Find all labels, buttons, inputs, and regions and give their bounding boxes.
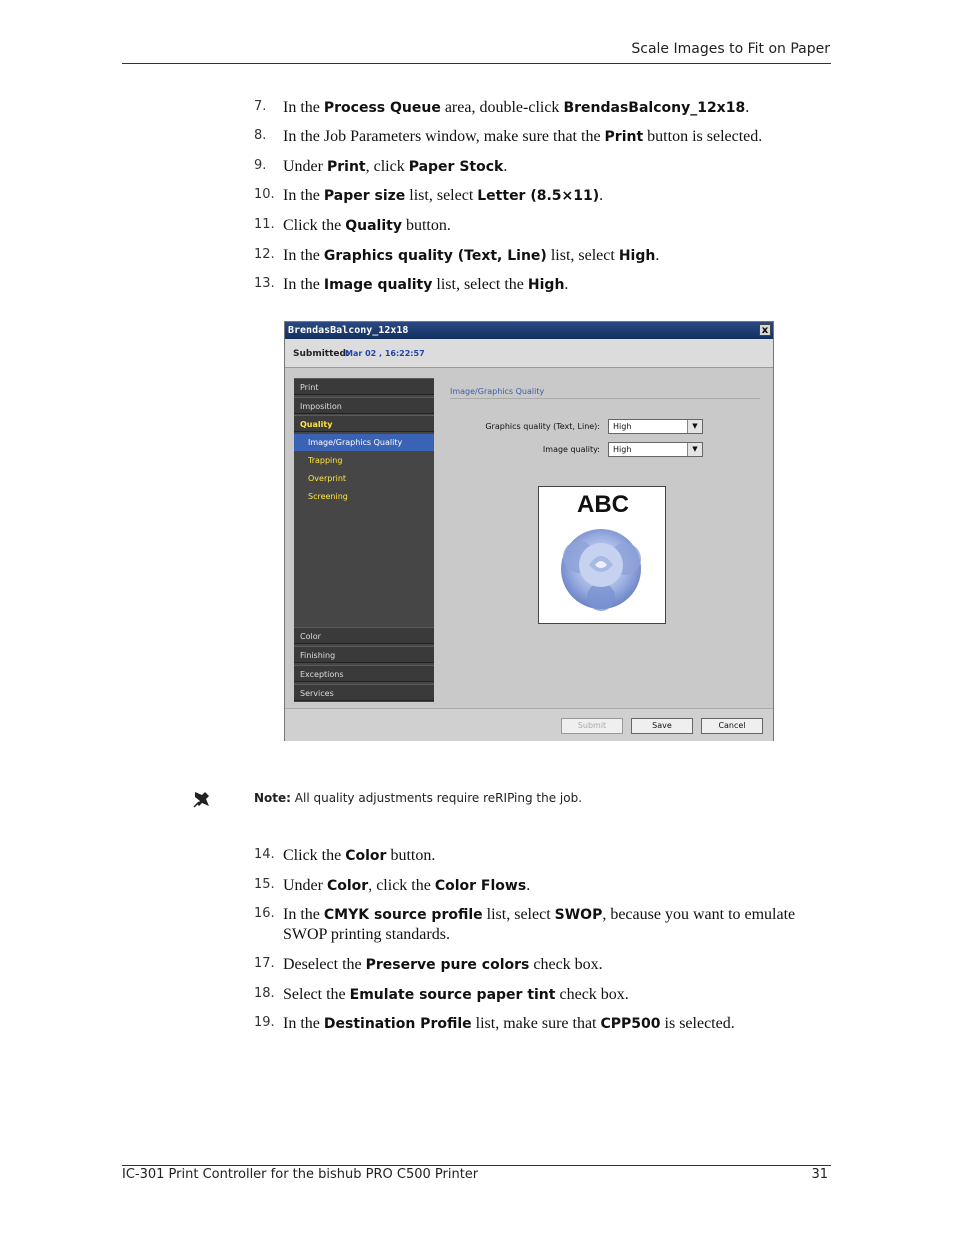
step-number: 18.	[254, 986, 275, 1001]
page-number: 31	[811, 1167, 828, 1182]
running-header: Scale Images to Fit on Paper	[631, 41, 830, 57]
step-text-run: .	[526, 877, 531, 894]
step-text-run: .	[599, 187, 604, 204]
chevron-down-icon[interactable]: ▼	[687, 420, 702, 433]
step-ui-term: Process Queue	[323, 100, 441, 116]
submitted-value: Mar 02 , 16:22:57	[345, 349, 425, 358]
step-text-run: Click the	[283, 217, 346, 234]
step-text-run: list, make sure that	[471, 1015, 601, 1032]
step-ui-term: CMYK source profile	[323, 907, 483, 923]
step-text-run: In the	[283, 276, 324, 293]
chevron-down-icon[interactable]: ▼	[687, 443, 702, 456]
step-text-run: In the Job Parameters window, make sure that the	[283, 128, 605, 145]
sidebar-item-color[interactable]: Color	[294, 627, 434, 644]
pushpin-icon	[192, 789, 212, 809]
step-text-run: , click	[365, 158, 409, 175]
step-ui-term: Preserve pure colors	[365, 957, 530, 973]
dialog-title: BrendasBalcony_12x18	[285, 322, 773, 339]
step-text-run: list, select the	[432, 276, 528, 293]
panel-divider	[450, 398, 760, 399]
preview-text: ABC	[577, 491, 629, 518]
sidebar	[294, 378, 434, 702]
sidebar-sub-screening[interactable]: Screening	[308, 492, 348, 501]
sidebar-item-exceptions[interactable]: Exceptions	[294, 665, 434, 682]
step-text-run: Under	[283, 877, 327, 894]
graphics-quality-select[interactable]	[608, 419, 703, 434]
step-ui-term: Paper Stock	[408, 159, 504, 175]
step-text-run: In the	[283, 247, 324, 264]
dialog-button-bar	[285, 708, 773, 741]
step-text-run: list, select	[405, 187, 478, 204]
sidebar-sub-trapping[interactable]: Trapping	[308, 456, 343, 465]
step-text	[283, 985, 803, 1005]
note-text: All quality adjustments require reRIPing the job.	[290, 791, 583, 805]
step-number: 14.	[254, 847, 275, 862]
step-ui-term: Letter (8.5×11)	[477, 188, 600, 204]
step-text-run: area, double-click	[440, 99, 564, 116]
step-text	[283, 98, 803, 118]
step-text	[283, 846, 803, 866]
step-ui-term: Quality	[345, 218, 402, 234]
step-text	[283, 905, 803, 945]
sidebar-sub-image-graphics-quality[interactable]: Image/Graphics Quality	[294, 434, 434, 451]
step-text-run: .	[655, 247, 660, 264]
step-ui-term: High	[618, 248, 656, 264]
image-quality-select[interactable]	[608, 442, 703, 457]
step-ui-term: Print	[326, 159, 366, 175]
step-text-run: .	[745, 99, 750, 116]
note	[254, 791, 582, 805]
step-text	[283, 186, 803, 206]
step-ui-term: SWOP	[554, 907, 603, 923]
graphics-quality-value: High	[613, 422, 632, 431]
sidebar-item-print[interactable]: Print	[294, 378, 434, 395]
step-text-run: list, select	[482, 906, 555, 923]
submitted-label: Submitted:	[293, 349, 350, 359]
step-ui-term: Color Flows	[434, 878, 527, 894]
header-rule	[122, 63, 831, 64]
step-number: 15.	[254, 877, 275, 892]
sidebar-item-quality[interactable]: Quality	[294, 415, 434, 432]
step-text-run: , because you want to emulate SWOP printing standards.	[283, 906, 796, 943]
submit-button[interactable]: Submit	[561, 718, 623, 734]
quality-preview	[538, 486, 666, 624]
close-icon[interactable]: x	[759, 324, 771, 336]
step-text-run: button is selected.	[643, 128, 763, 145]
step-text	[283, 275, 803, 295]
step-text-run: .	[503, 158, 508, 175]
step-ui-term: Color	[345, 848, 387, 864]
step-text-run: , click the	[368, 877, 435, 894]
step-ui-term: Print	[604, 129, 644, 145]
image-quality-value: High	[613, 445, 632, 454]
save-button[interactable]: Save	[631, 718, 693, 734]
step-number: 9.	[254, 158, 267, 173]
step-text-run: is selected.	[660, 1015, 735, 1032]
step-ui-term: High	[527, 277, 565, 293]
step-text	[283, 246, 803, 266]
step-text-run: list, select	[546, 247, 619, 264]
footer-rule	[122, 1165, 831, 1166]
step-number: 10.	[254, 187, 275, 202]
step-number: 19.	[254, 1015, 275, 1030]
step-text-run: button.	[386, 847, 436, 864]
rose-image	[539, 487, 665, 623]
step-text-run: .	[564, 276, 569, 293]
step-text-run: In the	[283, 99, 324, 116]
step-number: 11.	[254, 217, 275, 232]
step-text	[283, 1014, 803, 1034]
step-ui-term: Graphics quality (Text, Line)	[323, 248, 547, 264]
job-parameters-dialog	[284, 321, 774, 741]
step-text-run: Select the	[283, 986, 350, 1003]
step-text-run: button.	[401, 217, 451, 234]
step-text	[283, 876, 803, 896]
cancel-button[interactable]: Cancel	[701, 718, 763, 734]
step-text-run: Under	[283, 158, 327, 175]
step-text	[283, 216, 803, 236]
note-label: Note:	[254, 791, 291, 805]
step-ui-term: Destination Profile	[323, 1016, 472, 1032]
submitted-bar	[285, 339, 773, 368]
step-text-run: check box.	[555, 986, 629, 1003]
step-text-run: check box.	[529, 956, 603, 973]
sidebar-item-imposition[interactable]: Imposition	[294, 397, 434, 414]
step-ui-term: Paper size	[323, 188, 406, 204]
step-text	[283, 157, 803, 177]
step-ui-term: Image quality	[323, 277, 433, 293]
step-text	[283, 127, 803, 147]
sidebar-item-finishing[interactable]: Finishing	[294, 646, 434, 663]
panel-title: Image/Graphics Quality	[450, 387, 545, 396]
step-text-run: In the	[283, 1015, 324, 1032]
image-quality-label: Image quality:	[542, 445, 600, 454]
step-text-run: Deselect the	[283, 956, 366, 973]
step-text-run: Click the	[283, 847, 346, 864]
step-text-run: In the	[283, 906, 324, 923]
step-number: 16.	[254, 906, 275, 921]
step-text-run: In the	[283, 187, 324, 204]
step-ui-term: Emulate source paper tint	[349, 987, 556, 1003]
step-ui-term: Color	[326, 878, 369, 894]
step-number: 8.	[254, 128, 267, 143]
footer-title: IC-301 Print Controller for the bishub PRO C500 Printer	[122, 1167, 479, 1182]
step-ui-term: BrendasBalcony_12x18	[563, 100, 746, 116]
step-number: 13.	[254, 276, 275, 291]
step-text	[283, 955, 803, 975]
step-number: 7.	[254, 99, 267, 114]
sidebar-sub-overprint[interactable]: Overprint	[308, 474, 347, 483]
sidebar-item-services[interactable]: Services	[294, 684, 434, 701]
step-number: 17.	[254, 956, 275, 971]
step-ui-term: CPP500	[600, 1016, 661, 1032]
step-number: 12.	[254, 247, 275, 262]
graphics-quality-label: Graphics quality (Text, Line):	[485, 422, 600, 431]
